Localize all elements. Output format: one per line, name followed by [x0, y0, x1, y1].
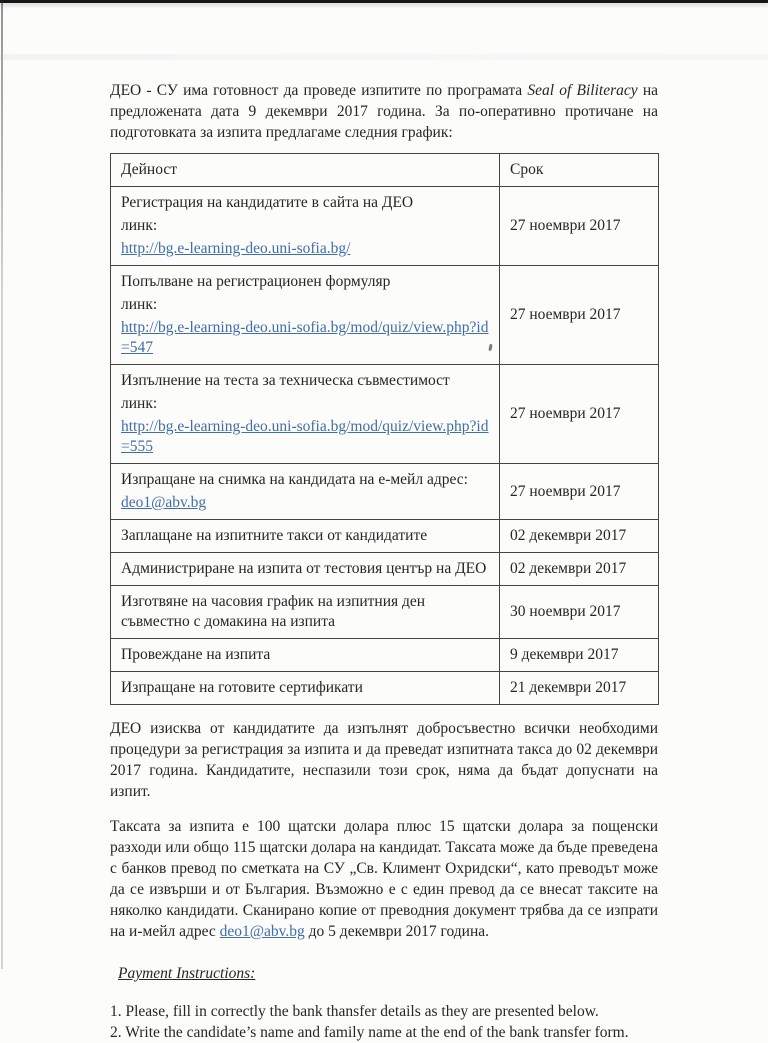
table-row [111, 365, 659, 464]
table-header-row [111, 154, 659, 187]
activity-text: Попълване на регистрационен формуляр [121, 273, 391, 290]
fee-paragraph [110, 816, 658, 942]
intro-text-2: на предложената дата 9 декември 2017 година. За по-оперативно протичане на подготовката за изпита предлагаме следния график: [110, 82, 658, 141]
activity-text: Изготвяне на часовия график на изпитния ден съвместно с домакина на изпита [111, 586, 500, 639]
payment-step-2: 2. Write the candidate’s name and family name at the end of the bank transfer form. [110, 1024, 629, 1041]
photo-email-link[interactable]: deo1@abv.bg [121, 494, 207, 511]
activity-text: Регистрация на кандидатите в сайта на ДЕО [121, 194, 414, 211]
deadline-cell: 02 декември 2017 [500, 520, 659, 553]
payment-steps-list [110, 1001, 658, 1043]
fee-text-1: Таксата за изпита е 100 щатски долара плюс 15 щатски долара за пощенски разходи или общо 115 щатски долара на кандидат. Таксата може да бъде преведена с банков превод по сметката на СУ „Св. Климент Охридски“, като преводът може да се извърши и от България. Възможно е с един превод да се внесат таксите на няколко кандидати. Сканирано копие от преводния документ трябва да се изпрати на и-мейл адрес [110, 818, 658, 940]
deadline-cell: 21 декември 2017 [500, 672, 659, 705]
table-row [111, 187, 659, 266]
deadline-cell: 27 ноември 2017 [500, 187, 659, 266]
registration-site-link[interactable]: http://bg.e-learning-deo.uni-sofia.bg/ [121, 240, 351, 257]
table-row [111, 464, 659, 520]
scan-top-edge-artifact [0, 0, 768, 3]
activity-text: Изпълнение на теста за техническа съвместимост [121, 372, 450, 389]
intro-paragraph [110, 80, 658, 143]
deadline-cell: 02 декември 2017 [500, 553, 659, 586]
link-label: линк: [121, 395, 158, 412]
activity-text: Изпращане на готовите сертификати [111, 672, 500, 705]
registration-form-link[interactable]: http://bg.e-learning-deo.uni-sofia.bg/mod/quiz/view.php?id=547 [121, 319, 489, 356]
table-row [111, 672, 659, 705]
payment-instructions-heading: Payment Instructions: [118, 965, 256, 982]
link-label: линк: [121, 296, 158, 313]
activity-text: Заплащане на изпитните такси от кандидатите [111, 520, 500, 553]
column-header-deadline: Срок [500, 154, 659, 187]
table-row [111, 586, 659, 639]
fee-text-2: до 5 декември 2017 година. [304, 923, 490, 940]
column-header-activity: Дейност [111, 154, 500, 187]
deadline-cell: 9 декември 2017 [500, 639, 659, 672]
table-row [111, 639, 659, 672]
requirements-paragraph: ДЕО изисква от кандидатите да изпълнят добросъвестно всички необходими процедури за регистрация за изпита и да преведат изпитната такса до 02 декември 2017 година. Кандидатите, неспазили този срок, няма да бъдат допуснати на изпит. [110, 720, 658, 800]
deadline-cell: 27 ноември 2017 [500, 464, 659, 520]
scan-left-edge-artifact [1, 0, 3, 969]
scan-streak-artifact [0, 54, 768, 60]
table-row [111, 266, 659, 365]
deadline-cell: 30 ноември 2017 [500, 586, 659, 639]
intro-text-1: ДЕО - СУ има готовност да проведе изпитите по програмата [110, 82, 528, 99]
document-body [110, 80, 658, 1043]
exam-schedule-table [110, 153, 659, 705]
tech-test-link[interactable]: http://bg.e-learning-deo.uni-sofia.bg/mod/quiz/view.php?id=555 [121, 418, 489, 455]
fee-email-link[interactable]: deo1@abv.bg [219, 923, 305, 940]
table-row [111, 520, 659, 553]
deadline-cell: 27 ноември 2017 [500, 266, 659, 365]
program-name-emphasis: Seal of Biliteracy [527, 82, 638, 99]
activity-text: Изпращане на снимка на кандидата на е-мейл адрес: [121, 471, 468, 488]
payment-step-1: 1. Please, fill in correctly the bank thansfer details as they are presented below. [110, 1003, 599, 1020]
link-label: линк: [121, 217, 158, 234]
table-row [111, 553, 659, 586]
deadline-cell: 27 ноември 2017 [500, 365, 659, 464]
activity-text: Провеждане на изпита [111, 639, 500, 672]
activity-text: Администриране на изпита от тестовия център на ДЕО [111, 553, 500, 586]
